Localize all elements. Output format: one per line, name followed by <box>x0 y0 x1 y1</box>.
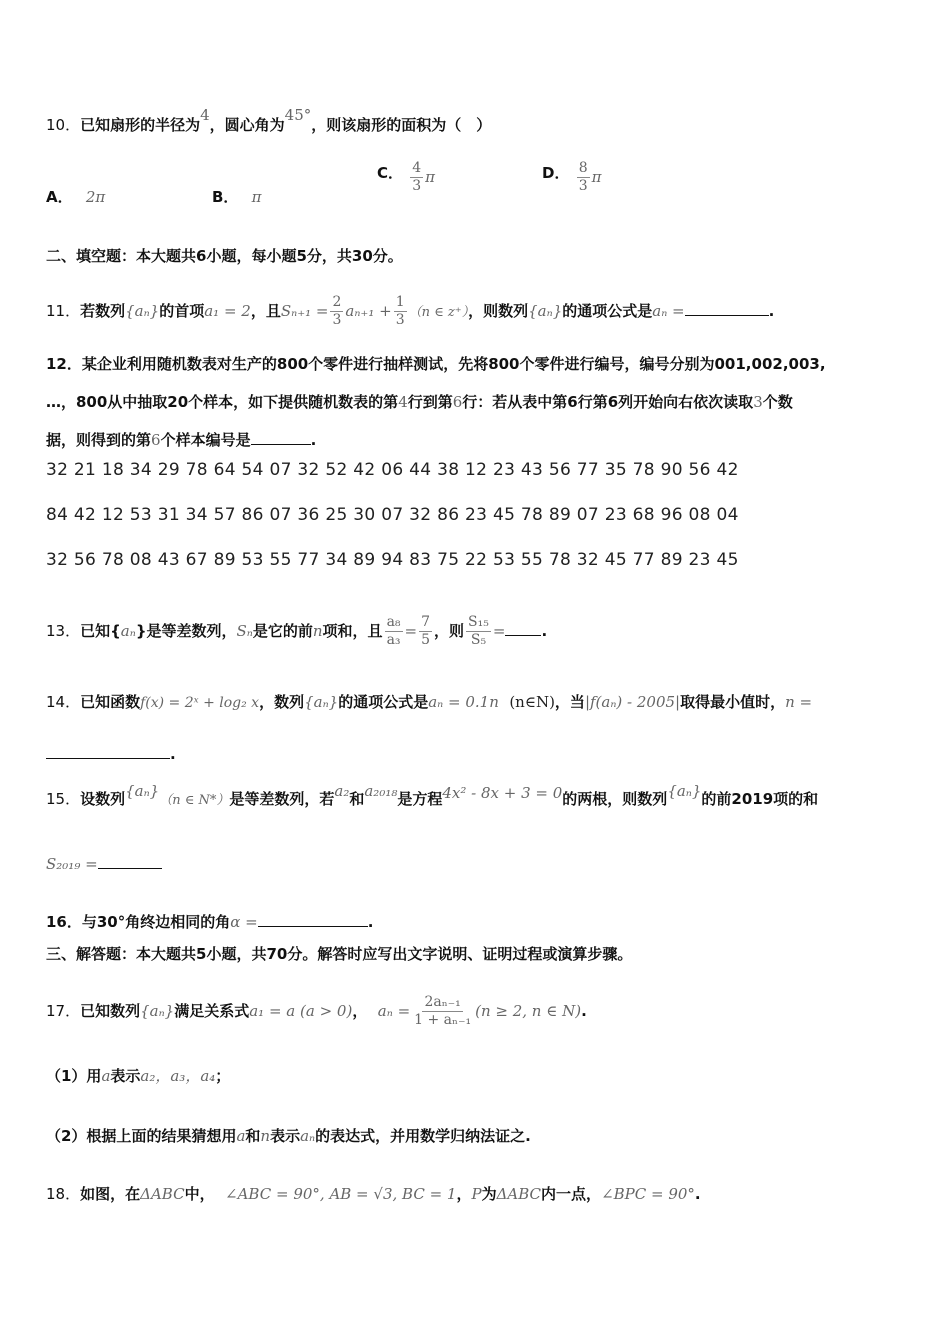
q15-a2018: a₂₀₁₈ <box>364 782 398 800</box>
q14-answer-line <box>46 742 910 764</box>
q13-equals-2: = <box>492 622 506 640</box>
q10-option-d <box>542 160 601 195</box>
q11-text-1: 若数列 <box>80 302 126 320</box>
option-a-value: 2π <box>85 188 106 206</box>
q17-number: 17． <box>46 1002 81 1020</box>
q17-seq: {aₙ} <box>140 1002 175 1020</box>
q13-number: 13． <box>46 622 81 640</box>
q10-option-b <box>212 186 262 207</box>
q15-text-2: 是等差数列，若 <box>229 790 335 808</box>
q11-text-4: ，则数列 <box>468 302 529 320</box>
q11-frac-1-den: 3 <box>332 312 342 328</box>
q18-triangle: ΔABC <box>140 1185 185 1203</box>
q17-p2-text-d: 的表达式，并用数学归纳法证之. <box>315 1127 531 1145</box>
question-10 <box>46 106 910 135</box>
q17-p2-text-b: 和 <box>245 1127 261 1145</box>
q14-n-equals: n = <box>785 693 813 711</box>
q12-line-2 <box>46 392 910 412</box>
q13-text-5: ，则 <box>434 622 465 640</box>
option-d-fraction <box>577 160 590 195</box>
q15-text-5: 的两根，则数列 <box>562 790 668 808</box>
q11-end: . <box>768 302 775 320</box>
q11-text-5: 的通项公式是 <box>562 302 653 320</box>
q14-condition: (n∈N) <box>509 693 555 711</box>
q10-angle: 45° <box>284 106 312 124</box>
q11-condition: （n ∈ z⁺） <box>408 305 469 320</box>
q17-p1-terms: a₂，a₃，a₄ <box>140 1067 216 1085</box>
q15-number: 15． <box>46 790 81 808</box>
q12-text-f: 个样本编号是 <box>160 431 251 449</box>
q15-condition: （n ∈ N*） <box>159 793 230 808</box>
q16-text: 16．与30°角终边相同的角 <box>46 913 231 931</box>
q12-text-a: …，800从中抽取20个样本，如下提供随机数表的第 <box>46 393 399 411</box>
q11-text-2: 的首项 <box>159 302 205 320</box>
q13-a3: a₃ <box>386 632 401 648</box>
q15-s2019: S₂₀₁₉ = <box>46 855 98 873</box>
q11-frac-2-num: 1 <box>395 294 405 310</box>
q14-text-5: 取得最小值时， <box>680 693 786 711</box>
q13-seven: 7 <box>421 614 431 630</box>
q12-end: . <box>310 431 317 449</box>
option-d-key: D． <box>542 164 570 182</box>
q13-s15: S₁₅ <box>468 614 489 630</box>
q14-text-3: 的通项公式是 <box>338 693 429 711</box>
q12-count-3: 3 <box>753 393 763 411</box>
q13-equals: = <box>404 622 418 640</box>
q14-number: 14． <box>46 693 81 711</box>
q17-an: aₙ = <box>377 1002 411 1020</box>
q15-seq-2: {aₙ} <box>667 782 702 800</box>
q11-mid: aₙ₊₁ + <box>345 302 392 320</box>
q17-p2-n: n <box>260 1127 271 1145</box>
q13-end: . <box>541 622 548 640</box>
q10-text-1: 已知扇形的半径为 <box>80 116 201 134</box>
option-c-fraction <box>410 160 423 195</box>
q16-alpha: α = <box>230 913 258 931</box>
q17-text-3: ， <box>352 1002 368 1020</box>
q17-text-1: 已知数列 <box>80 1002 141 1020</box>
q10-option-c <box>377 160 435 195</box>
q17-frac-num: 2aₙ₋₁ <box>424 994 461 1010</box>
q17-initial: a₁ = a (a > 0) <box>249 1002 353 1020</box>
q11-seq: {aₙ} <box>125 302 160 320</box>
q13-text-1: 已知{ <box>80 622 121 640</box>
q18-text-2: 中， <box>184 1185 215 1203</box>
q12-answer-blank[interactable] <box>251 428 311 445</box>
q14-seq: {aₙ} <box>304 693 339 711</box>
q17-p2-an: aₙ <box>300 1127 316 1145</box>
q11-frac-1 <box>330 294 343 329</box>
q13-s5: S₅ <box>470 632 487 648</box>
random-table-row-2: 84 42 12 53 31 34 57 86 07 36 25 30 07 32 86 23 45 78 89 07 23 68 96 08 04 <box>46 505 739 525</box>
q13-five: 5 <box>421 632 431 648</box>
q17-p1-text-a: （1）用 <box>46 1067 102 1085</box>
q10-radius: 4 <box>200 106 210 124</box>
q14-end: . <box>170 745 176 763</box>
q18-angle-bpc: ∠BPC = 90° <box>601 1185 695 1203</box>
q13-ratio-a <box>385 614 403 649</box>
option-c-key: C． <box>377 164 404 182</box>
q17-fraction <box>412 994 473 1029</box>
q17-frac-den: 1 + aₙ₋₁ <box>414 1012 472 1028</box>
q13-answer-blank[interactable] <box>505 619 541 636</box>
option-b-value: π <box>251 188 262 206</box>
option-d-den: 3 <box>578 178 588 194</box>
q15-answer-blank[interactable] <box>98 852 162 869</box>
question-13 <box>46 614 910 649</box>
q12-text-d: 个数 <box>762 393 793 411</box>
question-16 <box>46 910 910 932</box>
q11-seq-2: {aₙ} <box>528 302 563 320</box>
q15-text-4: 是方程 <box>397 790 443 808</box>
q18-text-4: 为 <box>481 1185 497 1203</box>
q14-formula: aₙ = 0.1n <box>428 693 499 711</box>
q18-condition: ∠ABC = 90°, AB = √3, BC = 1 <box>225 1185 457 1203</box>
q13-sn: Sₙ <box>236 622 253 640</box>
option-c-num: 4 <box>412 160 422 176</box>
q18-point-p: P <box>471 1185 482 1203</box>
option-c-den: 3 <box>412 178 422 194</box>
q12-row-4: 4 <box>398 393 408 411</box>
q13-ratio-s <box>466 614 491 649</box>
q17-part-2 <box>46 1126 910 1146</box>
q13-text-3: 是它的前 <box>252 622 313 640</box>
q12-line-3 <box>46 428 910 450</box>
q12-text-e: 据，则得到的第 <box>46 431 152 449</box>
section-2-heading: 二、填空题：本大题共6小题，每小题5分，共30分。 <box>46 247 403 265</box>
q15-text-3: 和 <box>349 790 365 808</box>
q12-text-b: 行到第 <box>407 393 453 411</box>
q11-number: 11． <box>46 302 81 320</box>
q14-answer-blank[interactable] <box>46 742 170 759</box>
q10-number: 10． <box>46 116 81 134</box>
q15-text-6: 的前2019项的和 <box>701 790 819 808</box>
q15-seq: {aₙ} <box>125 782 160 800</box>
question-18 <box>46 1184 910 1204</box>
q18-triangle-2: ΔABC <box>496 1185 542 1203</box>
question-11 <box>46 294 910 329</box>
q13-an: aₙ <box>120 622 136 640</box>
q18-number: 18． <box>46 1185 81 1203</box>
q11-lhs: Sₙ₊₁ = <box>280 302 329 320</box>
q14-abs-expression: |f(aₙ) - 2005| <box>584 693 681 711</box>
q11-frac-1-num: 2 <box>332 294 342 310</box>
q14-function: f(x) = 2ˣ + log₂ x <box>140 695 260 711</box>
q14-text-4: ，当 <box>554 693 585 711</box>
random-table-row-3: 32 56 78 08 43 67 89 53 55 77 34 89 94 83 75 22 53 55 78 32 45 77 89 23 45 <box>46 550 739 570</box>
q17-text-2: 满足关系式 <box>174 1002 250 1020</box>
question-17 <box>46 994 910 1029</box>
q18-end: . <box>694 1185 701 1203</box>
q11-frac-2 <box>394 294 407 329</box>
q17-condition: (n ≥ 2, n ∈ N) <box>475 1002 582 1020</box>
q13-ratio-value <box>419 614 432 649</box>
q17-p1-text-b: 表示 <box>110 1067 141 1085</box>
option-d-num: 8 <box>578 160 588 176</box>
q15-equation: 4x² - 8x + 3 = 0 <box>442 784 563 802</box>
q16-answer-blank[interactable] <box>258 910 368 927</box>
q16-end: . <box>367 913 374 931</box>
q13-text-2: }是等差数列， <box>135 622 237 640</box>
q13-a8: a₈ <box>386 614 401 630</box>
q11-an: aₙ = <box>652 302 685 320</box>
q12-row-6: 6 <box>452 393 463 411</box>
q13-n: n <box>312 622 323 640</box>
option-b-key: B． <box>212 188 239 206</box>
random-table-row-1: 32 21 18 34 29 78 64 54 07 32 52 42 06 44 38 12 23 43 56 77 35 78 90 56 42 <box>46 460 739 480</box>
q14-text-2: ，数列 <box>259 693 305 711</box>
q11-answer-blank[interactable] <box>685 299 769 316</box>
q15-a2: a₂ <box>334 782 350 800</box>
option-c-pi: π <box>425 168 436 186</box>
q11-frac-2-den: 3 <box>395 312 405 328</box>
q15-text-1: 设数列 <box>80 790 126 808</box>
q18-text-3: ， <box>456 1185 472 1203</box>
q17-end: . <box>581 1002 587 1020</box>
option-a-key: A． <box>46 188 73 206</box>
question-14 <box>46 692 910 713</box>
q10-text-2: ，圆心角为 <box>209 116 285 134</box>
q10-text-3: ，则该扇形的面积为（ ） <box>311 116 492 134</box>
q13-text-4: 项和，且 <box>322 622 383 640</box>
q11-first-term: a₁ = 2 <box>204 302 251 320</box>
q18-text-1: 如图，在 <box>80 1185 141 1203</box>
question-15 <box>46 782 910 811</box>
q12-line-1: 12．某企业利用随机数表对生产的800个零件进行抽样测试，先将800个零件进行编号，编号分别为001,002,003, <box>46 355 826 373</box>
q11-text-3: ，且 <box>250 302 281 320</box>
q17-p2-text-a: （2）根据上面的结果猜想用 <box>46 1127 237 1145</box>
q17-p1-a: a <box>101 1067 111 1085</box>
q18-text-5: 内一点， <box>541 1185 602 1203</box>
q10-option-a <box>46 186 105 207</box>
option-d-pi: π <box>591 168 602 186</box>
q17-part-1 <box>46 1066 910 1086</box>
q17-p1-end: ； <box>215 1067 231 1085</box>
q15-answer-line <box>46 852 910 874</box>
q14-text-1: 已知函数 <box>80 693 141 711</box>
section-3-heading: 三、解答题：本大题共5小题，共70分。解答时应写出文字说明、证明过程或演算步骤。 <box>46 945 633 963</box>
q17-p2-a: a <box>236 1127 246 1145</box>
q12-text-c: 行：若从表中第6行第6列开始向右依次读取 <box>462 393 754 411</box>
q12-sixth: 6 <box>151 431 161 449</box>
q17-p2-text-c: 表示 <box>270 1127 301 1145</box>
